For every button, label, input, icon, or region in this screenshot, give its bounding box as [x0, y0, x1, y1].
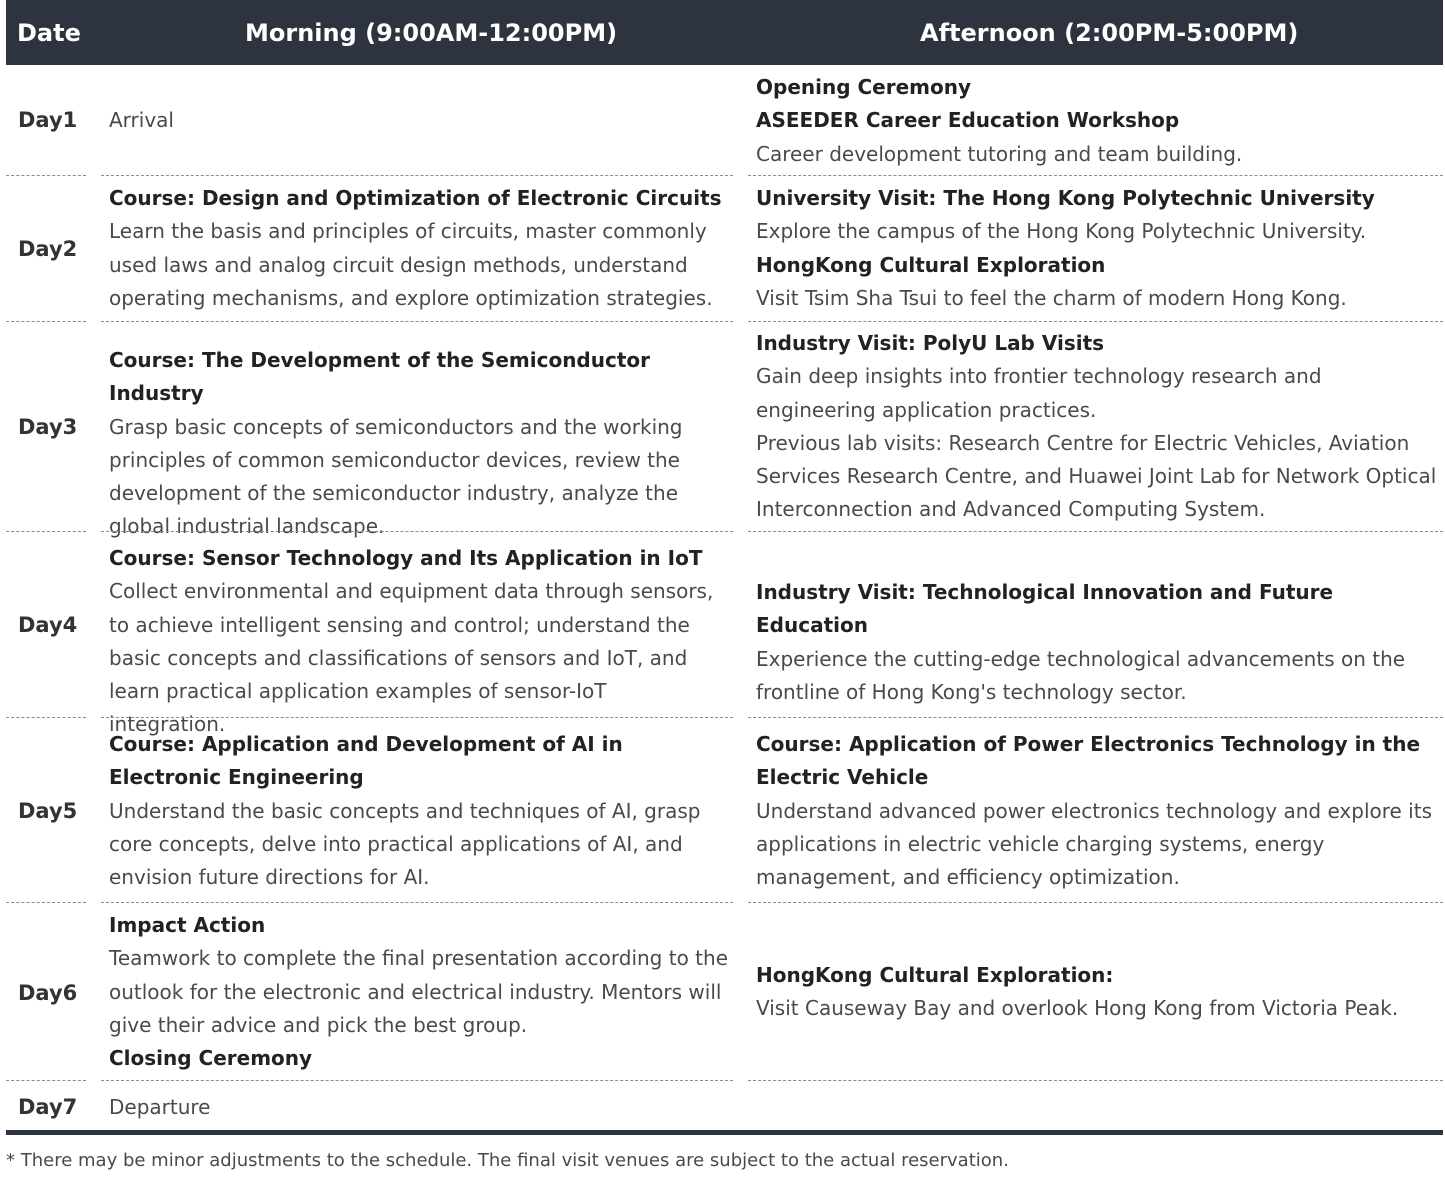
afternoon-title: Opening Ceremony [756, 75, 972, 99]
morning-title: Course: Sensor Technology and Its Application in IoT [109, 546, 703, 570]
afternoon-cell [756, 576, 1440, 709]
row-divider [6, 902, 86, 903]
morning-text: Departure [109, 1095, 211, 1119]
row-divider [101, 717, 733, 718]
afternoon-cell [756, 71, 1440, 171]
row-divider [748, 1080, 1443, 1081]
day-label: Day2 [18, 237, 78, 261]
row-divider [101, 531, 733, 532]
afternoon-desc: Gain deep insights into frontier technology research and engineering application practices. [756, 364, 1322, 422]
afternoon-desc: Explore the campus of the Hong Kong Polytechnic University. [756, 219, 1367, 244]
afternoon-title: University Visit: The Hong Kong Polytechnic University [756, 186, 1375, 210]
afternoon-desc: Understand advanced power electronics technology and explore its applications in electric vehicle charging systems, energy management, and efficiency optimization. [756, 798, 1432, 890]
afternoon-cell [756, 959, 1440, 1026]
morning-text: Arrival [109, 108, 174, 132]
row-divider [101, 175, 733, 176]
day-label: Day6 [18, 981, 78, 1005]
header-date: Date [17, 19, 81, 47]
morning-cell [109, 344, 729, 544]
afternoon-desc: Career development tutoring and team building. [756, 141, 1243, 166]
afternoon-title: HongKong Cultural Exploration [756, 252, 1106, 277]
row-divider [101, 902, 733, 903]
header-morning: Morning (9:00AM-12:00PM) [245, 19, 618, 47]
afternoon-desc: Experience the cutting-edge technological advancements on the frontline of Hong Kong's technology sector. [756, 646, 1406, 704]
morning-title: Course: Design and Optimization of Electronic Circuits [109, 186, 722, 210]
afternoon-desc: Visit Causeway Bay and overlook Hong Kong from Victoria Peak. [756, 996, 1399, 1021]
row-divider [748, 531, 1443, 532]
morning-cell [109, 909, 729, 1075]
day-label: Day1 [18, 108, 78, 132]
row-divider [6, 175, 86, 176]
morning-desc: Understand the basic concepts and techniques of AI, grasp core concepts, delve into practical applications of AI, and envision future directions for AI. [109, 798, 701, 890]
morning-cell [109, 182, 729, 315]
afternoon-desc: Previous lab visits: Research Centre for Electric Vehicles, Aviation Services Research Centre, and Huawei Joint Lab for Network Optical Interconnection and Advanced Computing System. [756, 430, 1437, 522]
morning-cell [109, 542, 729, 742]
morning-title: Closing Ceremony [109, 1046, 313, 1071]
header-afternoon: Afternoon (2:00PM-5:00PM) [920, 19, 1299, 47]
afternoon-title: Industry Visit: Technological Innovation and Future Education [756, 580, 1334, 638]
footnote: * There may be minor adjustments to the schedule. The final visit venues are subject to the actual reservation. [6, 1150, 1009, 1171]
row-divider [748, 321, 1443, 322]
afternoon-title: HongKong Cultural Exploration: [756, 963, 1114, 987]
row-divider [101, 321, 733, 322]
morning-desc: Learn the basis and principles of circuits, master commonly used laws and analog circuit design methods, understand operating mechanisms, and explore optimization strategies. [109, 219, 713, 310]
morning-title: Impact Action [109, 913, 266, 937]
morning-cell [109, 104, 729, 137]
afternoon-cell [756, 728, 1440, 894]
row-divider [748, 902, 1443, 903]
day-label: Day4 [18, 613, 78, 637]
morning-cell [109, 1091, 729, 1124]
row-divider [748, 175, 1443, 176]
row-divider [101, 1080, 733, 1081]
row-divider [6, 717, 86, 718]
day-label: Day5 [18, 799, 78, 823]
morning-cell [109, 728, 729, 894]
table-header [6, 0, 1443, 65]
row-divider [6, 531, 86, 532]
morning-desc: Grasp basic concepts of semiconductors and the working principles of common semiconductor devices, review the development of the semiconductor industry, analyze the global industrial landscape. [109, 414, 683, 539]
day-label: Day7 [18, 1095, 78, 1119]
afternoon-title: Course: Application of Power Electronics Technology in the Electric Vehicle [756, 732, 1421, 790]
day-label: Day3 [18, 415, 78, 439]
afternoon-cell [756, 182, 1440, 315]
row-divider [6, 321, 86, 322]
afternoon-title: ASEEDER Career Education Workshop [756, 108, 1180, 133]
afternoon-cell [756, 327, 1440, 527]
row-divider [748, 717, 1443, 718]
morning-desc: Teamwork to complete the final presentation according to the outlook for the electronic and electrical industry. Mentors will give their advice and pick the best group. [109, 946, 728, 1037]
row-divider [6, 1080, 86, 1081]
table-bottom-rule [6, 1130, 1443, 1135]
morning-desc: Collect environmental and equipment data through sensors, to achieve intelligent sensing and control; understand the basic concepts and classifications of sensors and IoT, and learn practical application examples of sensor-IoT integration. [109, 579, 714, 737]
afternoon-desc: Visit Tsim Sha Tsui to feel the charm of modern Hong Kong. [756, 285, 1347, 310]
morning-title: Course: Application and Development of AI in Electronic Engineering [109, 732, 623, 790]
afternoon-title: Industry Visit: PolyU Lab Visits [756, 331, 1105, 355]
morning-title: Course: The Development of the Semiconductor Industry [109, 348, 651, 406]
